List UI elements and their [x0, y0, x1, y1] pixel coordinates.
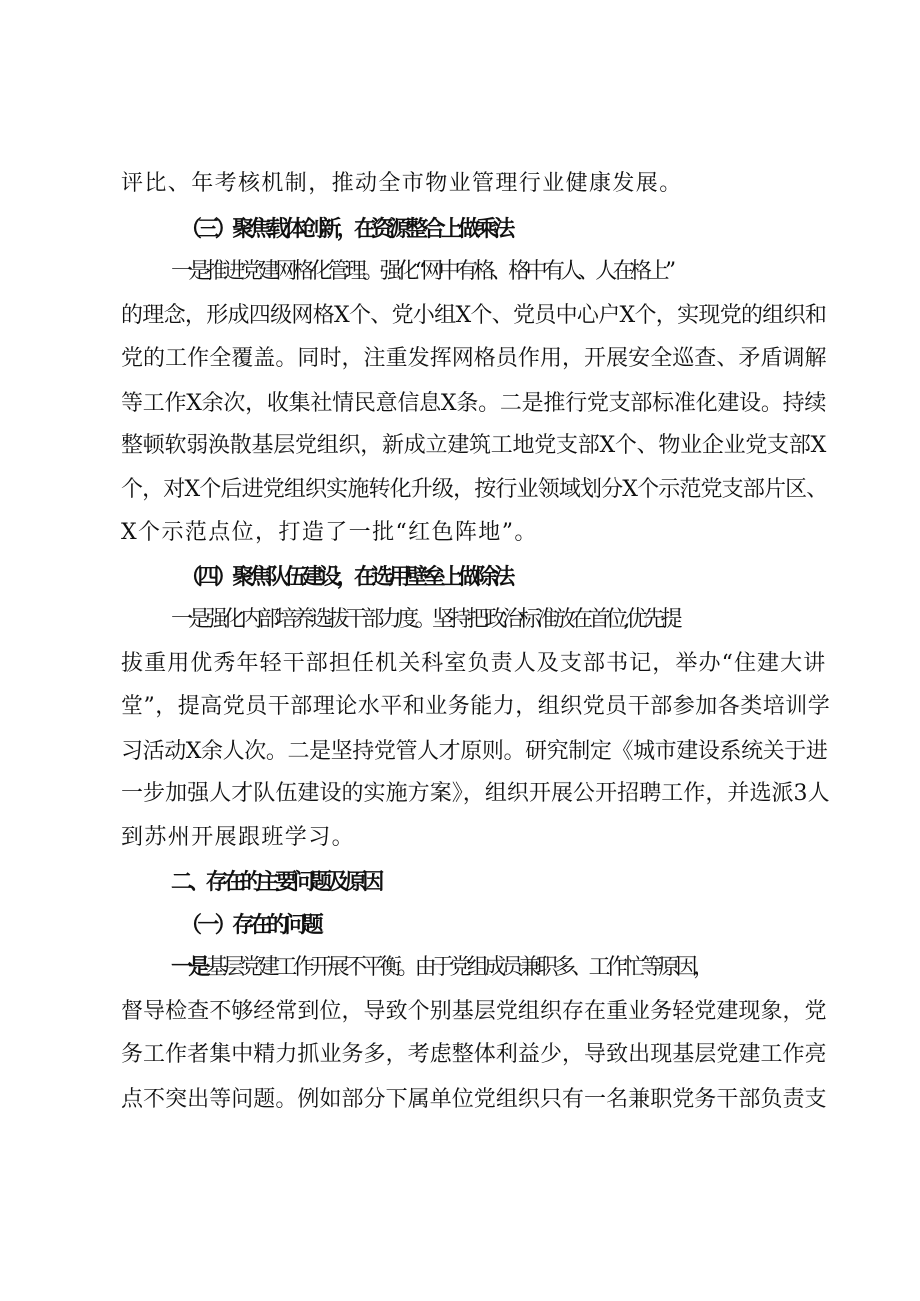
paragraph-line: 个，对X个后进党组织实施转化升级，按行业领域划分X个示范党支部片区、 [121, 477, 828, 502]
chapter-heading-2: 二、存在的主要问题及原因 [171, 870, 380, 895]
paragraph-line: 评比、年考核机制，推动全市物业管理行业健康发展。 [121, 171, 683, 196]
paragraph-line [171, 953, 871, 983]
paragraph-line: 到苏州开展跟班学习。 [121, 825, 356, 850]
paragraph-line: 习活动X余人次。二是坚持党管人才原则。研究制定《城市建设系统关于进 [121, 739, 828, 764]
paragraph-line: 一是强化内部培养选拔干部力度。坚持把政治标准放在首位,优先提 [171, 607, 678, 632]
lead-phrase: 一是 [171, 955, 206, 980]
paragraph-line: 整顿软弱涣散基层党组织，新成立建筑工地党支部X个、物业企业党支部X [121, 433, 827, 458]
paragraph-line: 拔重用优秀年轻干部担任机关科室负责人及支部书记，举办“住建大讲 [121, 651, 827, 676]
paragraph-line: 一是推进党建网格化管理。强化“网中有格、格中有人、人在格上” [171, 259, 672, 284]
paragraph-line: 一步加强人才队伍建设的实施方案》，组织开展公开招聘工作，并选派3人 [121, 781, 830, 806]
paragraph-text: 基层党建工作开展不平衡。由于党组成员兼职多、工作忙等原因， [205, 955, 711, 980]
paragraph-line: 等工作X余次，收集社情民意信息X条。二是推行党支部标准化建设。持续 [121, 391, 827, 416]
paragraph-line: X个示范点位，打造了一批“红色阵地”。 [121, 520, 538, 545]
paragraph-line: 点不突出等问题。例如部分下属单位党组织只有一名兼职党务干部负责支 [121, 1087, 827, 1112]
paragraph-line: 的理念，形成四级网格X个、党小组X个、党员中心户X个，实现党的组织和 [121, 303, 827, 328]
section-heading-4: （四）聚焦队伍建设，在选用壁垒上做除法 [180, 565, 511, 590]
paragraph-line: 务工作者集中精力抓业务多，考虑整体利益少，导致出现基层党建工作亮 [121, 1042, 827, 1067]
paragraph-line: 督导检查不够经常到位，导致个别基层党组织存在重业务轻党建现象，党 [121, 999, 827, 1024]
paragraph-line: 堂”，提高党员干部理论水平和业务能力，组织党员干部参加各类培训学 [121, 694, 831, 719]
subsection-heading-1: （一）存在的问题 [180, 913, 320, 938]
section-heading-3: （三）聚焦载体创新，在资源整合上做乘法 [180, 217, 511, 242]
paragraph-line: 党的工作全覆盖。同时，注重发挥网格员作用，开展安全巡查、矛盾调解 [121, 346, 827, 371]
